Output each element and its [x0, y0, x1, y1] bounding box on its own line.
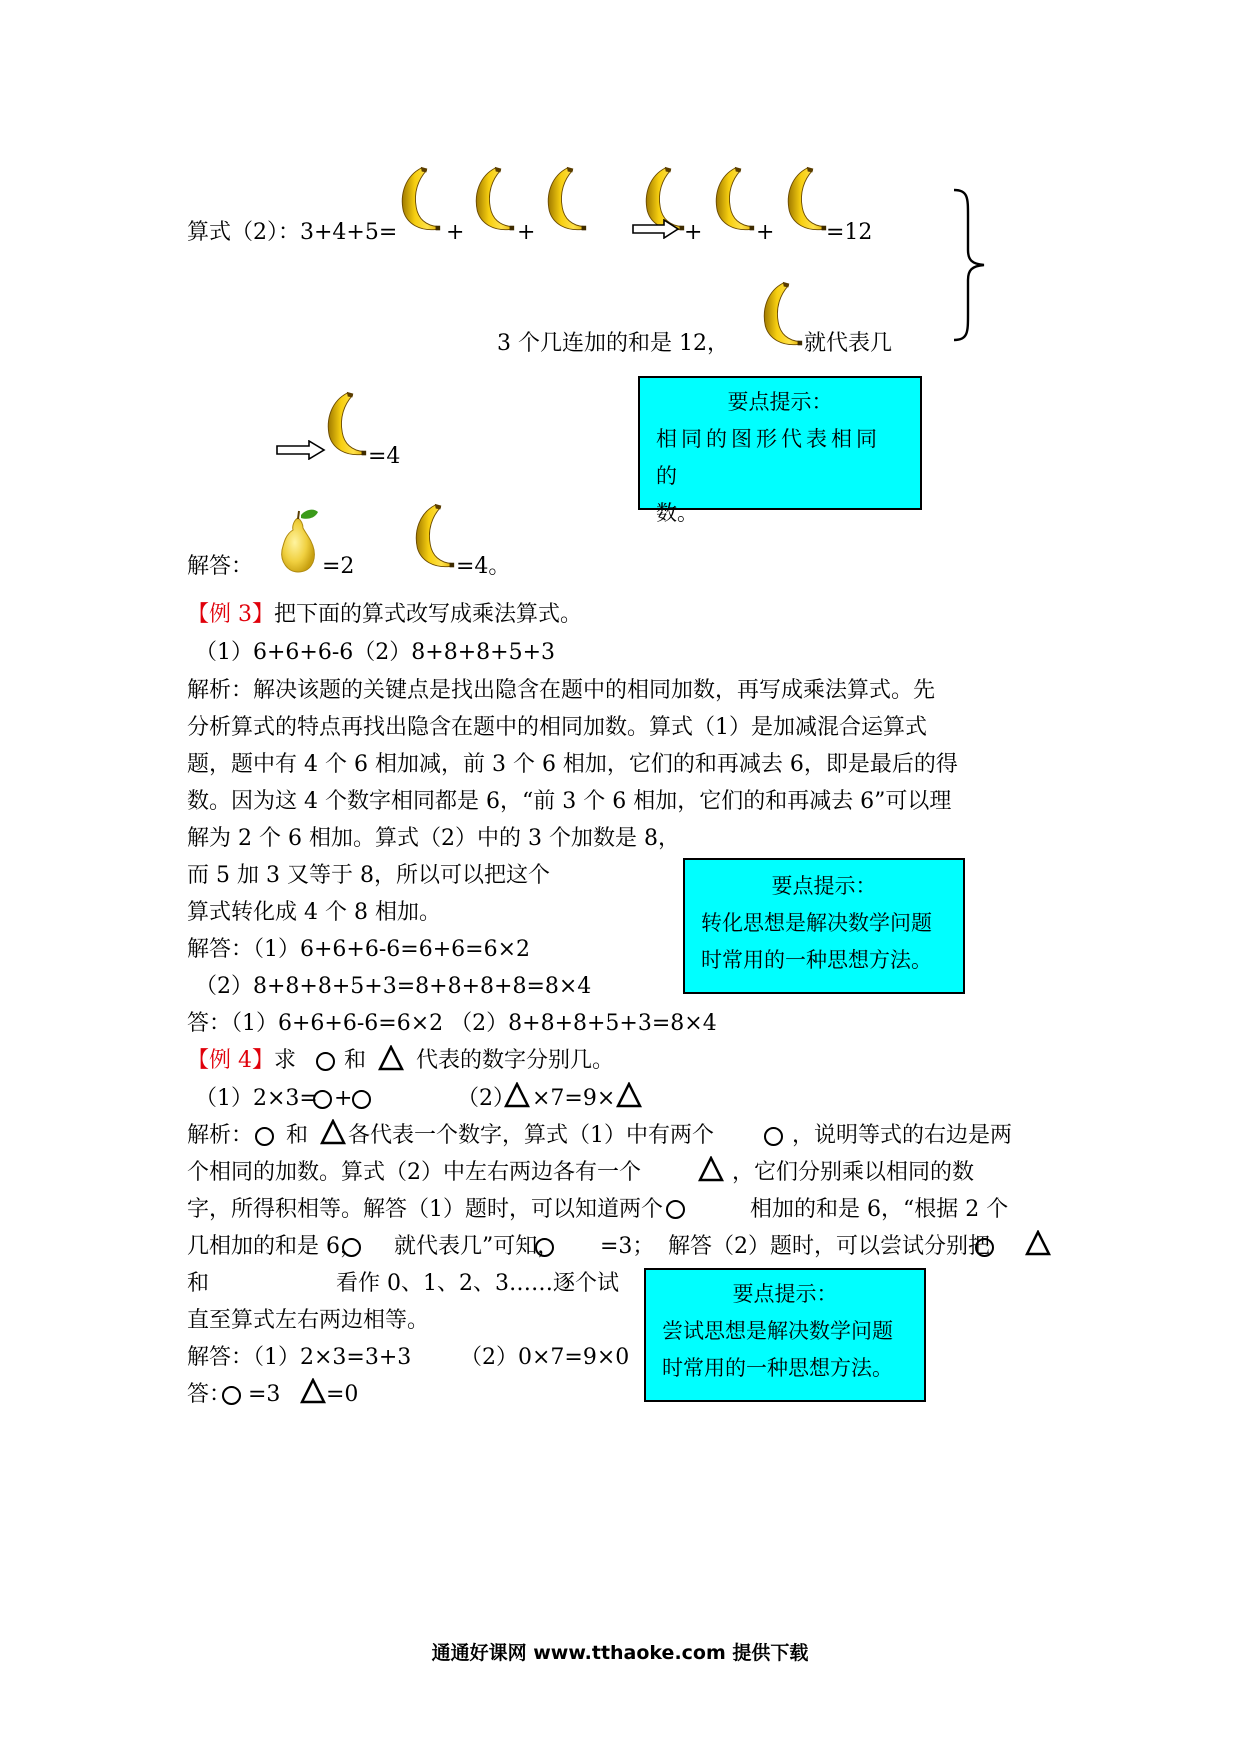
note-line: 相同的图形代表相同的 — [656, 427, 881, 488]
example4-analysis-text: 看作 0、1、2、3……逐个试 — [336, 1271, 619, 1296]
circle-icon — [313, 1090, 332, 1109]
example4-analysis-text: ，它们分别乘以相同的数 — [732, 1160, 975, 1185]
triangle-icon — [698, 1156, 724, 1182]
circle-icon — [222, 1386, 241, 1405]
note-line: 尝试思想是解决数学问题 — [662, 1319, 893, 1343]
example4-analysis-text: 字，所得积相等。解答（1）题时，可以知道两个 — [187, 1197, 663, 1222]
right-brace-icon — [950, 188, 990, 342]
example4-answer-circle: =3 — [248, 1382, 281, 1407]
example4-answer-prefix: 答： — [187, 1382, 232, 1407]
banana-icon — [410, 500, 456, 573]
circle-icon — [666, 1200, 685, 1219]
note-title: 要点提示： — [771, 874, 877, 898]
example3-solution-2: （2）8+8+8+5+3=8+8+8+8=8×4 — [195, 974, 592, 999]
analysis-line: 解析：解决该题的关键点是找出隐含在题中的相同加数，再写成乘法算式。先 — [187, 678, 936, 703]
key-point-note-2 — [683, 858, 965, 994]
circle-icon — [342, 1238, 361, 1257]
example3-answer: 答：（1）6+6+6-6=6×2 （2）8+8+8+5+3=8×4 — [187, 1011, 717, 1036]
triangle-icon — [504, 1082, 530, 1108]
banana-icon — [758, 278, 804, 351]
pear-icon — [268, 508, 320, 574]
pear-equals-2: =2 — [322, 554, 355, 579]
analysis-line: 题，题中有 4 个 6 相加减，前 3 个 6 相加，它们的和再减去 6，即是最后的得 — [187, 752, 958, 777]
hollow-arrow-icon — [632, 219, 680, 239]
analysis-line: 算式转化成 4 个 8 相加。 — [187, 900, 441, 925]
footer-source: 通通好课网 www.tthaoke.com 提供下载 — [431, 1642, 809, 1664]
example4-analysis-text: 几相加的和是 6， — [187, 1234, 362, 1259]
example4-analysis-text: ，说明等式的右边是两 — [792, 1123, 1013, 1148]
example4-q-suffix: 代表的数字分别几。 — [416, 1048, 615, 1073]
banana-icon — [542, 163, 588, 236]
note-line: 时常用的一种思想方法。 — [662, 1356, 893, 1380]
triangle-icon — [300, 1378, 326, 1404]
example4-analysis-text: 解答（2）题时，可以尝试分别把 — [668, 1234, 990, 1259]
example4-analysis-text: 个相同的加数。算式（2）中左右两边各有一个 — [187, 1160, 641, 1185]
example4-solution: 解答：（1）2×3=3+3 — [187, 1345, 412, 1370]
circle-icon — [975, 1238, 994, 1257]
banana-icon — [396, 163, 442, 236]
example4-tag: 【例 4】 — [187, 1048, 274, 1073]
example4-q-and: 和 — [344, 1048, 367, 1073]
analysis-line: 数。因为这 4 个数字相同都是 6，“前 3 个 6 相加，它们的和再减去 6”可以理 — [187, 789, 952, 814]
analysis-line: 分析算式的特点再找出隐含在题中的相同加数。算式（1）是加减混合运算式 — [187, 715, 927, 740]
plus-sign: + — [517, 220, 536, 245]
example3-heading — [187, 604, 582, 626]
note-title: 要点提示： — [727, 390, 833, 414]
example4-analysis-prefix: 解析： — [187, 1123, 254, 1148]
note-line: 数。 — [656, 501, 698, 525]
example3-solution-1: 解答：（1）6+6+6-6=6+6=6×2 — [187, 937, 531, 962]
hollow-arrow-icon — [276, 440, 326, 460]
example3-items: （1）6+6+6-6（2）8+8+8+5+3 — [195, 640, 556, 665]
circle-icon — [764, 1127, 783, 1146]
example4-analysis-text: 和 — [187, 1271, 210, 1296]
circle-icon — [316, 1052, 335, 1071]
example3-tag: 【例 3】 — [187, 602, 274, 627]
formula2-equals-12: =12 — [826, 220, 873, 245]
note-title: 要点提示： — [732, 1282, 838, 1306]
key-point-note-3 — [644, 1268, 926, 1402]
circle-icon — [352, 1090, 371, 1109]
plus-sign: + — [334, 1086, 353, 1111]
example4-item1: （1）2×3= — [195, 1086, 318, 1111]
triangle-icon — [320, 1119, 346, 1145]
analysis-line: 解为 2 个 6 相加。算式（2）中的 3 个加数是 8， — [187, 826, 680, 851]
example4-item2: （2） — [457, 1086, 515, 1111]
stands-for-text: 就代表几 — [804, 331, 893, 356]
banana-equals-4: =4 — [368, 444, 401, 469]
circle-icon — [255, 1127, 274, 1146]
example4-solution-2: （2）0×7=9×0 — [460, 1345, 630, 1370]
key-point-note-1 — [638, 376, 922, 525]
example4-analysis-and: 和 — [286, 1123, 309, 1148]
example4-analysis-text: =3； — [600, 1234, 655, 1259]
banana-icon — [782, 163, 828, 236]
triangle-icon — [378, 1045, 404, 1071]
example4-analysis-text: 各代表一个数字，算式（1）中有两个 — [348, 1123, 714, 1148]
sum-text: 3 个几连加的和是 12， — [497, 331, 729, 356]
note-line: 转化思想是解决数学问题 — [701, 911, 932, 935]
plus-sign: + — [684, 220, 703, 245]
answer-label: 解答： — [187, 554, 254, 579]
plus-sign: + — [446, 220, 465, 245]
banana-icon — [322, 388, 368, 461]
triangle-icon — [1025, 1230, 1051, 1256]
example4-analysis-text: 相加的和是 6，“根据 2 个 — [750, 1197, 1009, 1222]
triangle-icon — [616, 1082, 642, 1108]
analysis-line: 而 5 加 3 又等于 8，所以可以把这个 — [187, 863, 550, 888]
example4-analysis-text: 直至算式左右两边相等。 — [187, 1308, 430, 1333]
formula2-label: 算式（2）：3+4+5= — [187, 220, 398, 245]
circle-icon — [535, 1238, 554, 1257]
banana-equals-4: =4。 — [456, 554, 511, 579]
plus-sign: + — [756, 220, 775, 245]
example3-question: 把下面的算式改写成乘法算式。 — [274, 602, 583, 627]
example4-analysis-text: 就代表几”可知， — [394, 1234, 560, 1259]
banana-icon — [710, 163, 756, 236]
example4-heading — [187, 1050, 296, 1072]
example4-answer-triangle: =0 — [326, 1382, 359, 1407]
example4-q-prefix: 求 — [274, 1048, 297, 1073]
note-line: 时常用的一种思想方法。 — [701, 948, 932, 972]
example4-item2-mid: ×7=9× — [532, 1086, 616, 1111]
banana-icon — [470, 163, 516, 236]
